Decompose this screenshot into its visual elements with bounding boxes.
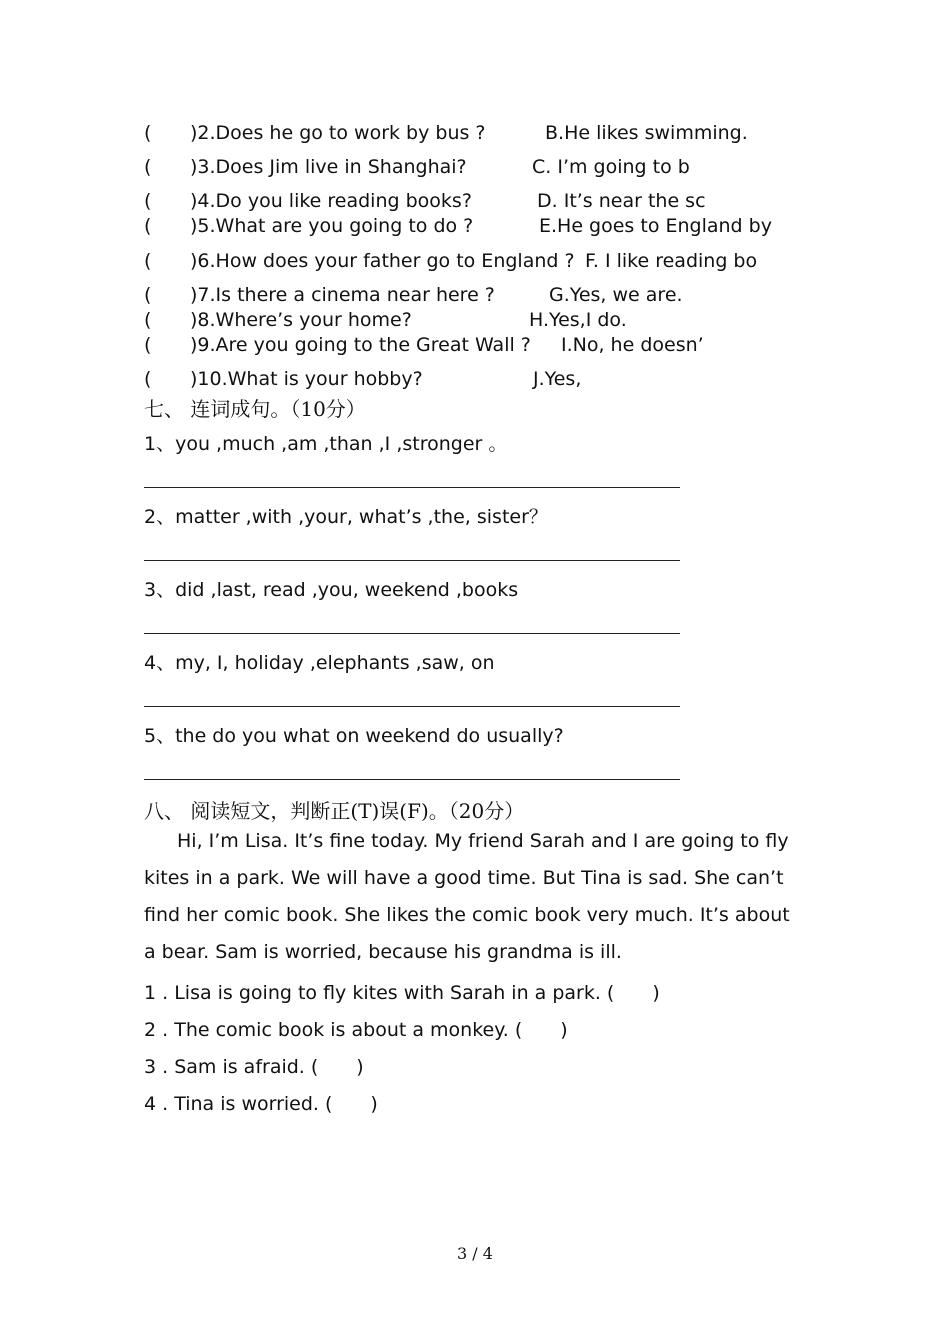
answer-paren: (: [144, 250, 152, 272]
answer-paren: (: [144, 368, 152, 390]
section-7-title: 七、 连词成句。（10分）: [144, 397, 366, 421]
matching-row-10: [144, 368, 423, 390]
sentence-item-4: 4、my, I, holiday ,elephants ,saw, on: [144, 652, 495, 674]
answer-line-1: [144, 487, 680, 488]
matching-row-8: [144, 309, 412, 331]
question-text: )7.Is there a cinema near here ?: [190, 284, 495, 306]
matching-row-7: [144, 284, 495, 306]
matching-row-2: [144, 122, 486, 144]
question-text: )6.How does your father go to England ?: [190, 250, 575, 272]
matching-row-6: [144, 250, 575, 272]
sentence-item-1: 1、you ,much ,am ,than ,I ,stronger 。: [144, 433, 508, 455]
answer-paren: (: [144, 284, 152, 306]
question-text: )10.What is your hobby?: [190, 368, 423, 390]
matching-row-3: [144, 156, 467, 178]
statement-4: 4 . Tina is worried. ( ): [144, 1093, 378, 1115]
answer-option-b: B.He likes swimming.: [545, 122, 748, 144]
answer-paren: (: [144, 334, 152, 356]
answer-paren: (: [144, 156, 152, 178]
matching-row-4: [144, 190, 472, 212]
question-text: )9.Are you going to the Great Wall ?: [190, 334, 531, 356]
answer-option-g: G.Yes, we are.: [549, 284, 683, 306]
question-text: )4.Do you like reading books?: [190, 190, 472, 212]
answer-line-4: [144, 706, 680, 707]
statement-1: 1 . Lisa is going to fly kites with Sarah in a park. ( ): [144, 982, 660, 1004]
matching-row-5: [144, 215, 473, 237]
answer-line-2: [144, 560, 680, 561]
answer-option-j: J.Yes,: [533, 368, 582, 390]
answer-paren: (: [144, 122, 152, 144]
answer-paren: (: [144, 215, 152, 237]
answer-option-i: I.No, he doesn’: [561, 334, 704, 356]
answer-line-5: [144, 779, 680, 780]
question-text: )2.Does he go to work by bus ?: [190, 122, 486, 144]
answer-line-3: [144, 633, 680, 634]
answer-paren: (: [144, 309, 152, 331]
matching-row-9: [144, 334, 531, 356]
section-8-title: 八、 阅读短文，判断正(T)误(F)。（20分）: [144, 799, 525, 823]
statement-2: 2 . The comic book is about a monkey. ( ): [144, 1019, 568, 1041]
sentence-item-5: 5、the do you what on weekend do usually?: [144, 725, 564, 747]
answer-option-f: F. I like reading bo: [585, 250, 758, 272]
question-text: )5.What are you going to do ?: [190, 215, 474, 237]
reading-passage: Hi, I’m Lisa. It’s fine today. My friend Sarah and I are going to fly kites in a park. We will have a good time. But Tina is sad. She can’t find her comic book. She likes the comic book very much. It’s about a bear. Sam is worried, because his grandma is ill.: [144, 830, 790, 963]
sentence-item-2: 2、matter ,with ,your, what’s ,the, sister？: [144, 506, 548, 528]
answer-option-e: E.He goes to England by: [539, 215, 772, 237]
question-text: )8.Where’s your home?: [190, 309, 412, 331]
sentence-item-3: 3、did ,last, read ,you, weekend ,books: [144, 579, 519, 601]
answer-option-d: D. It’s near the sc: [537, 190, 706, 212]
answer-paren: (: [144, 190, 152, 212]
question-text: )3.Does Jim live in Shanghai?: [190, 156, 467, 178]
answer-option-c: C. I’m going to b: [532, 156, 690, 178]
page-number: 3 / 4: [457, 1244, 493, 1263]
statement-3: 3 . Sam is afraid. ( ): [144, 1056, 364, 1078]
answer-option-h: H.Yes,I do.: [529, 309, 627, 331]
